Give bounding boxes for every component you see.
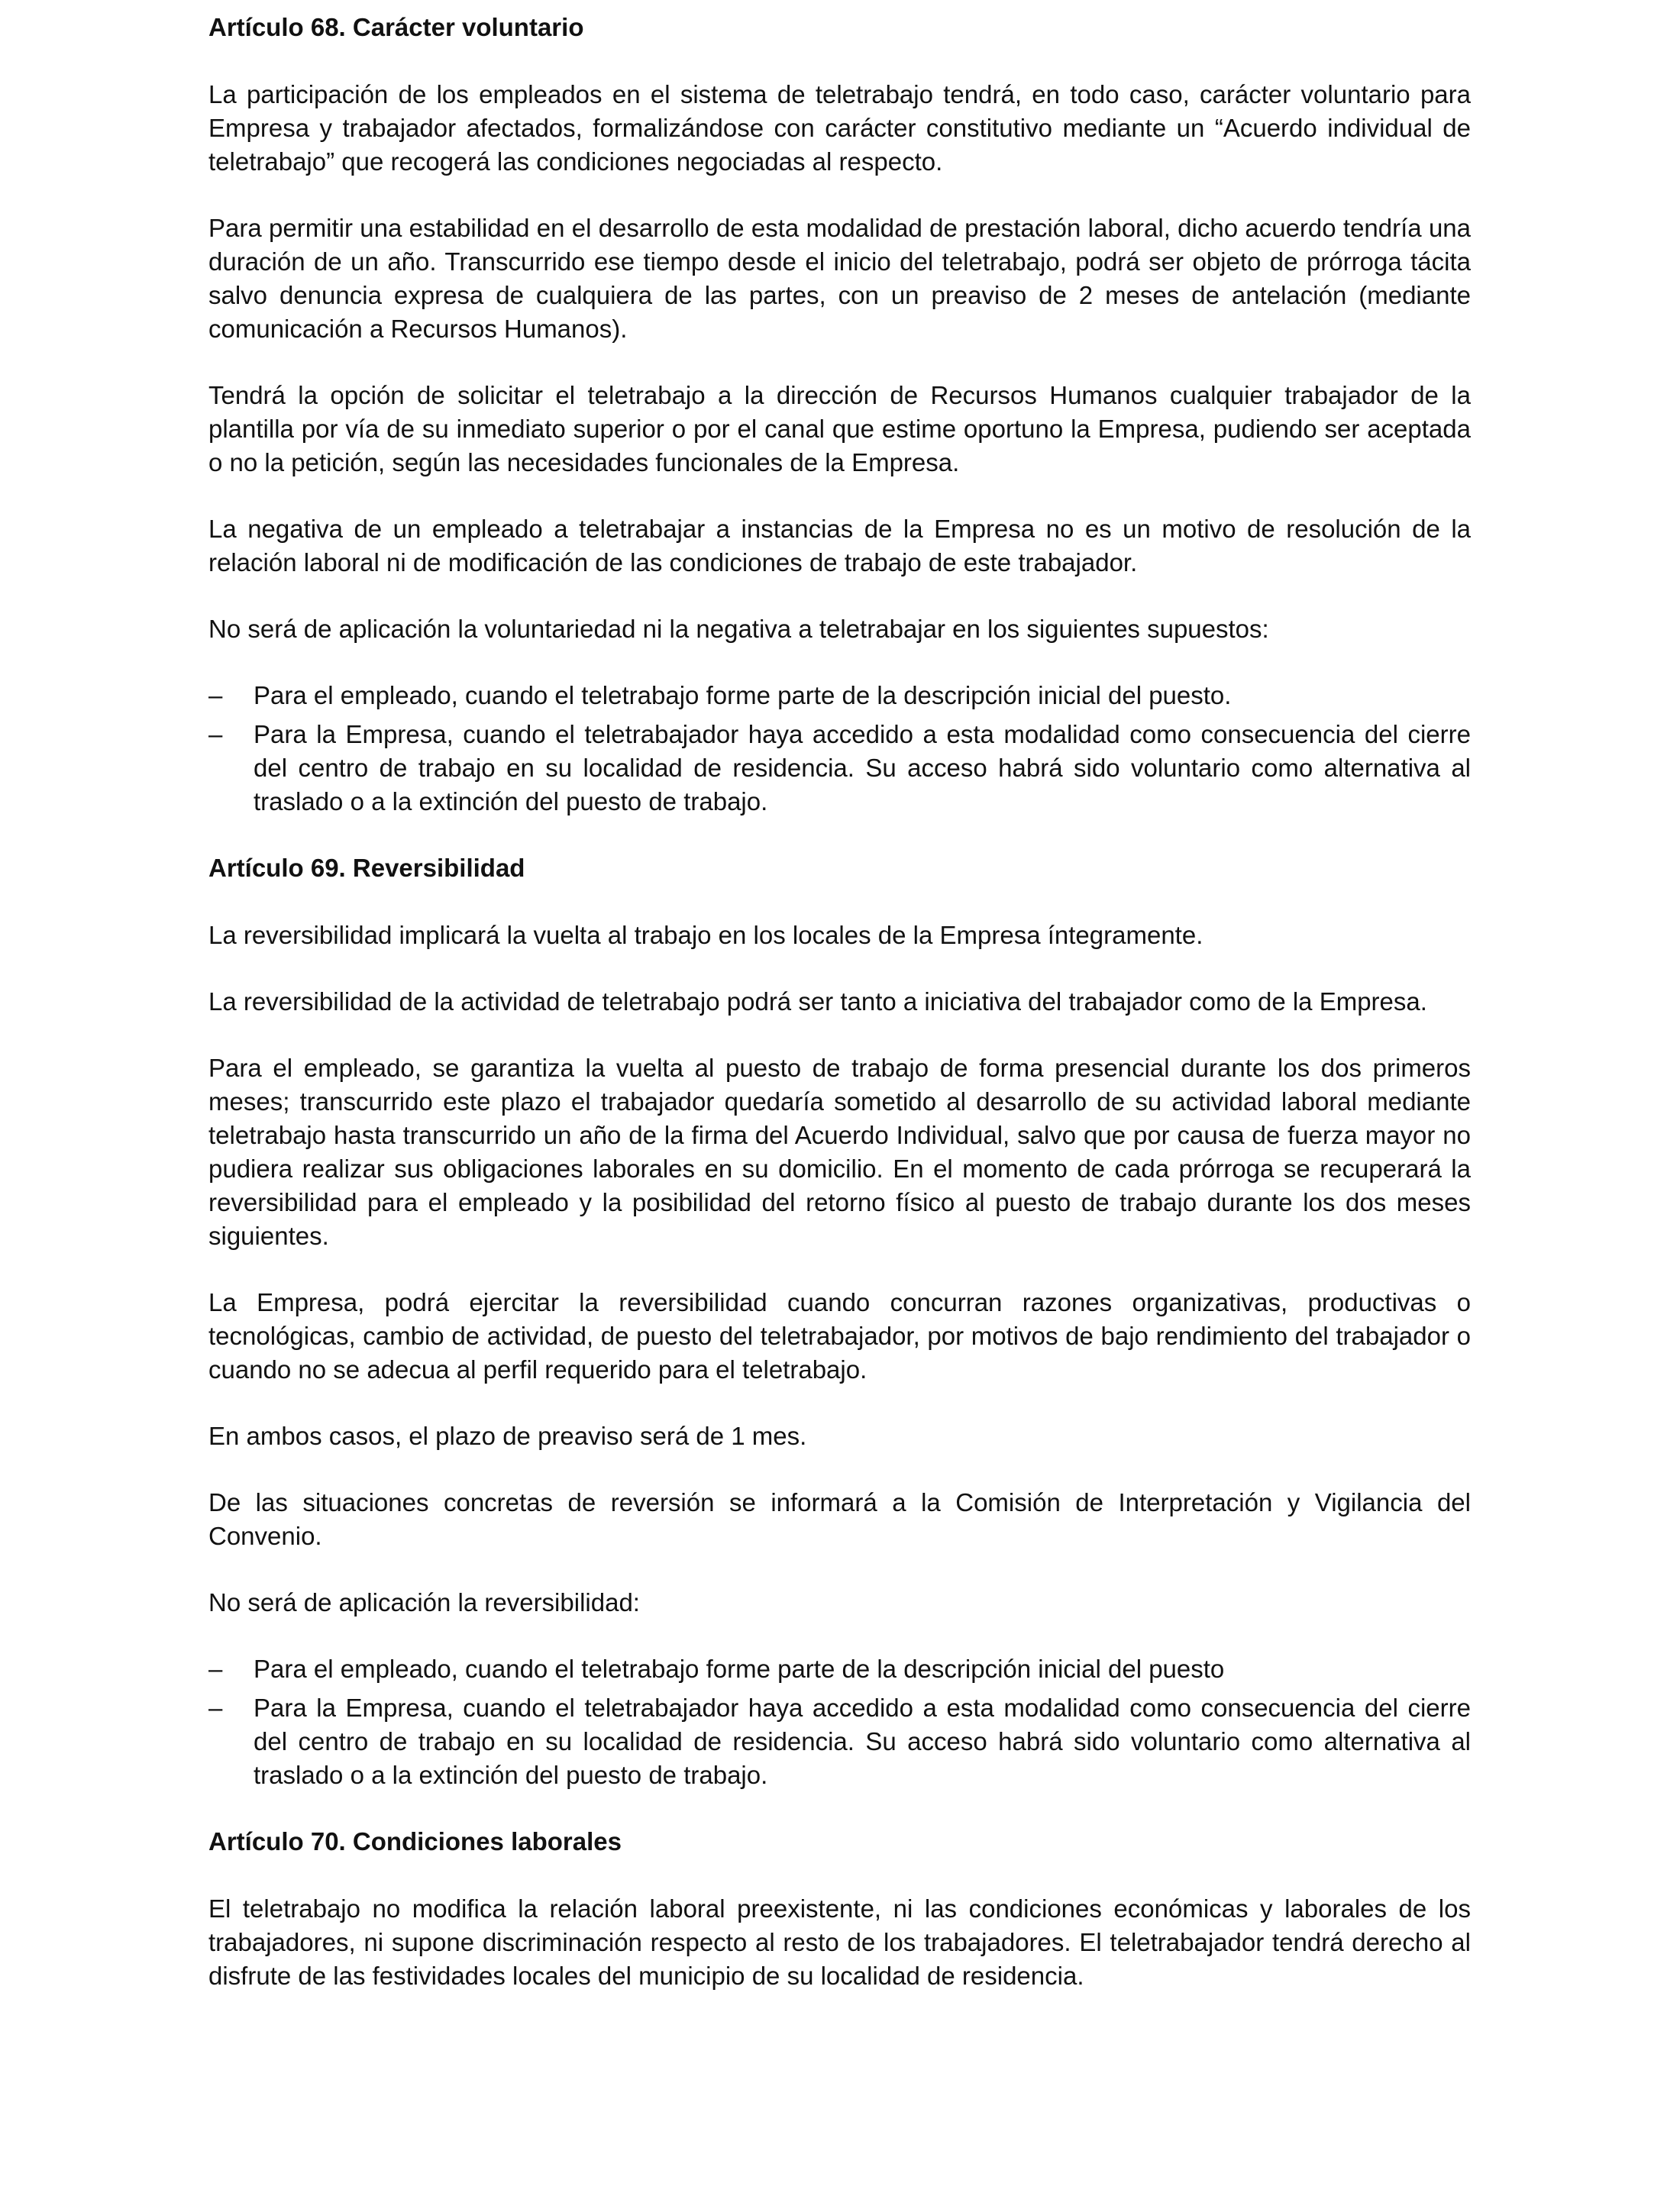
list-item	[208, 1652, 1471, 1686]
article-68	[208, 11, 1471, 819]
list-item	[208, 1691, 1471, 1792]
article-69	[208, 851, 1471, 1792]
paragraph: De las situaciones concretas de reversión se informará a la Comisión de Interpretación y Vigilancia del Convenio.	[208, 1488, 1471, 1550]
list-item-text: Para la Empresa, cuando el teletrabajador haya accedido a esta modalidad como consecuencia del cierre del centro de trabajo en su localidad de residencia. Su acceso habrá sido voluntario como alternativa al traslado o a la extinción del puesto de trabajo.	[254, 720, 1471, 816]
paragraph: No será de aplicación la voluntariedad ni la negativa a teletrabajar en los siguientes supuestos:	[208, 615, 1269, 643]
paragraph: La reversibilidad de la actividad de teletrabajo podrá ser tanto a iniciativa del trabajador como de la Empresa.	[208, 987, 1427, 1016]
dash-bullet: –	[208, 681, 223, 709]
dash-bullet: –	[208, 720, 223, 748]
list-item-text: Para el empleado, cuando el teletrabajo forme parte de la descripción inicial del puesto.	[254, 681, 1232, 709]
document-page	[208, 11, 1471, 2026]
article-70	[208, 1825, 1471, 1993]
paragraph: En ambos casos, el plazo de preaviso será de 1 mes.	[208, 1422, 807, 1450]
paragraph: No será de aplicación la reversibilidad:	[208, 1588, 640, 1616]
article-heading: Artículo 69. Reversibilidad	[208, 854, 525, 882]
list-item	[208, 718, 1471, 819]
paragraph: La participación de los empleados en el sistema de teletrabajo tendrá, en todo caso, carácter voluntario para Empresa y trabajador afectados, formalizándose con carácter constitutivo mediante un “Acuerdo individual de teletrabajo” que recogerá las condiciones negociadas al respecto.	[208, 80, 1471, 176]
paragraph: El teletrabajo no modifica la relación laboral preexistente, ni las condiciones económicas y laborales de los trabajadores, ni supone discriminación respecto al resto de los trabajadores. El teletrabajador tendrá derecho al disfrute de las festividades locales del municipio de su localidad de residencia.	[208, 1894, 1471, 1990]
exception-list	[208, 679, 1471, 819]
paragraph: Para permitir una estabilidad en el desarrollo de esta modalidad de prestación laboral, dicho acuerdo tendría una duración de un año. Transcurrido ese tiempo desde el inicio del teletrabajo, podrá ser objeto de prórroga tácita salvo denuncia expresa de cualquiera de las partes, con un preaviso de 2 meses de antelación (mediante comunicación a Recursos Humanos).	[208, 214, 1471, 343]
article-heading: Artículo 70. Condiciones laborales	[208, 1827, 622, 1855]
paragraph: Tendrá la opción de solicitar el teletrabajo a la dirección de Recursos Humanos cualquier trabajador de la plantilla por vía de su inmediato superior o por el canal que estime oportuno la Empresa, pudiendo ser aceptada o no la petición, según las necesidades funcionales de la Empresa.	[208, 381, 1471, 476]
paragraph: La negativa de un empleado a teletrabajar a instancias de la Empresa no es un motivo de resolución de la relación laboral ni de modificación de las condiciones de trabajo de este trabajador.	[208, 515, 1471, 577]
exception-list	[208, 1652, 1471, 1792]
paragraph: La Empresa, podrá ejercitar la reversibilidad cuando concurran razones organizativas, productivas o tecnológicas, cambio de actividad, de puesto del teletrabajador, por motivos de bajo rendimiento del trabajador o cuando no se adecua al perfil requerido para el teletrabajo.	[208, 1288, 1471, 1384]
list-item	[208, 679, 1471, 712]
dash-bullet: –	[208, 1655, 223, 1683]
article-heading: Artículo 68. Carácter voluntario	[208, 13, 584, 41]
paragraph: Para el empleado, se garantiza la vuelta al puesto de trabajo de forma presencial durante los dos primeros meses; transcurrido este plazo el trabajador quedaría sometido al desarrollo de su actividad laboral mediante teletrabajo hasta transcurrido un año de la firma del Acuerdo Individual, salvo que por causa de fuerza mayor no pudiera realizar sus obligaciones laborales en su domicilio. En el momento de cada prórroga se recuperará la reversibilidad para el empleado y la posibilidad del retorno físico al puesto de trabajo durante los dos meses siguientes.	[208, 1054, 1471, 1250]
list-item-text: Para la Empresa, cuando el teletrabajador haya accedido a esta modalidad como consecuencia del cierre del centro de trabajo en su localidad de residencia. Su acceso habrá sido voluntario como alternativa al traslado o a la extinción del puesto de trabajo.	[254, 1694, 1471, 1789]
paragraph: La reversibilidad implicará la vuelta al trabajo en los locales de la Empresa íntegramente.	[208, 921, 1203, 949]
dash-bullet: –	[208, 1694, 223, 1722]
list-item-text: Para el empleado, cuando el teletrabajo forme parte de la descripción inicial del puesto	[254, 1655, 1225, 1683]
